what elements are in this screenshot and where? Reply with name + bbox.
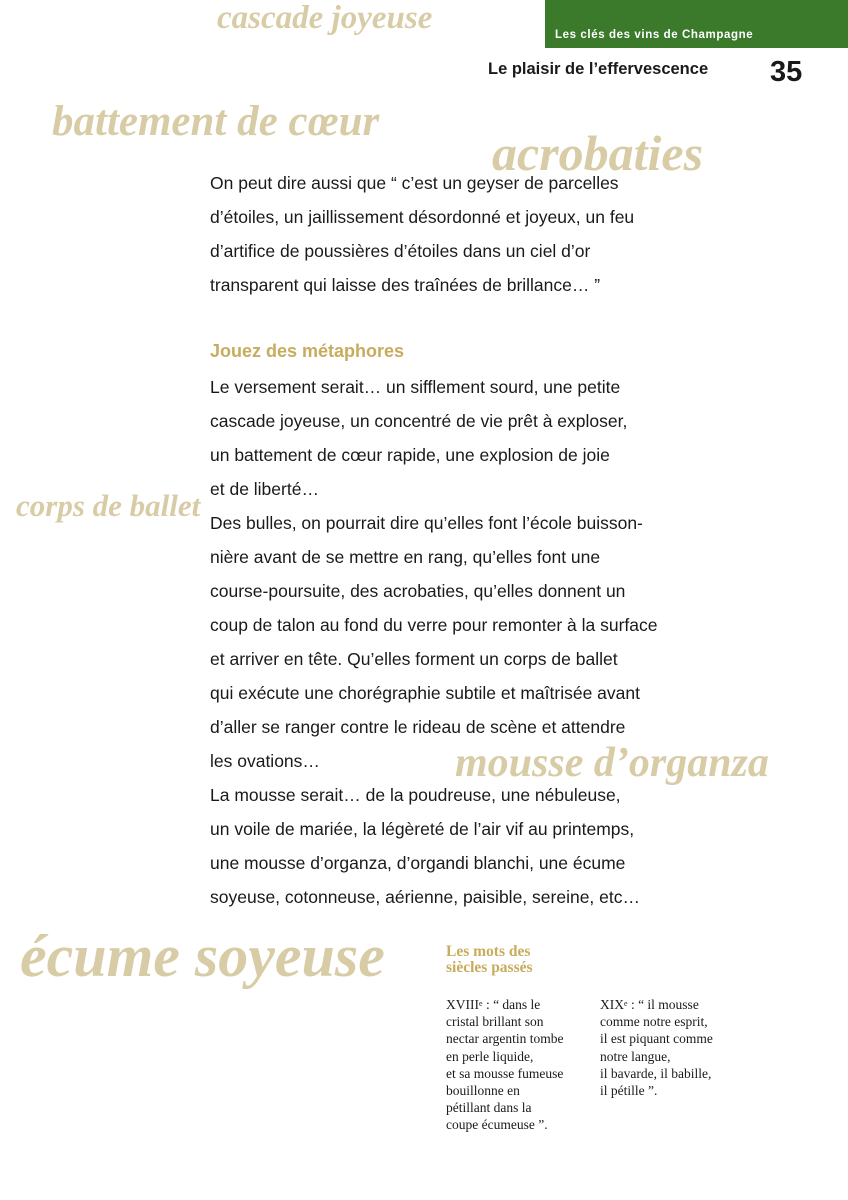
text-line: Le versement serait… un sifflement sourd, une petite [210,377,621,397]
decorative-word-battement: battement de cœur [52,98,380,145]
decorative-word-cascade: cascade joyeuse [217,0,433,36]
sidebar-heading-line: Les mots des [446,943,531,960]
century-suffix: e [624,999,628,1008]
sidebar-heading-line: siècles passés [446,959,533,976]
text-line: un battement de cœur rapide, une explosion de joie [210,445,610,465]
quote-line: pétillant dans la [446,1100,532,1116]
text-line: course-poursuite, des acrobaties, qu’elles donnent un [210,581,626,601]
century-suffix: e [479,999,483,1008]
quote-line: cristal brillant son [446,1014,544,1030]
quote-text: : “ il mousse [627,997,699,1012]
quote-line: il est piquant comme [600,1031,713,1047]
page-number: 35 [770,56,803,88]
quote-first-line [600,996,713,1013]
text-line: transparent qui laisse des traînées de brillance… ” [210,275,601,295]
text-line: et arriver en tête. Qu’elles forment un corps de ballet [210,649,618,669]
quote-line: nectar argentin tombe [446,1031,564,1047]
decorative-word-organza: mousse d’organza [455,740,769,786]
quote-19th-century [600,996,713,1099]
text-line: nière avant de se mettre en rang, qu’elles font une [210,547,601,567]
quote-line: et sa mousse fumeuse [446,1065,564,1081]
text-line: Des bulles, on pourrait dire qu’elles font l’école buisson- [210,513,643,533]
sidebar-heading [446,944,533,976]
text-line: d’artifice de poussières d’étoiles dans un ciel d’or [210,241,591,261]
decorative-word-ecume: écume soyeuse [20,923,385,989]
text-line: On peut dire aussi que “ c’est un geyser de parcelles [210,173,619,193]
text-line: un voile de mariée, la légèreté de l’air vif au printemps, [210,819,635,839]
quote-line: notre langue, [600,1048,671,1064]
quote-line: en perle liquide, [446,1048,534,1064]
chapter-title: Le plaisir de l’effervescence [488,60,709,78]
book-title: Les clés des vins de Champagne [555,29,754,41]
section-heading: Jouez des métaphores [210,341,405,361]
text-line: La mousse serait… de la poudreuse, une nébuleuse, [210,785,621,805]
quote-line: comme notre esprit, [600,1014,708,1030]
header-band [545,0,848,48]
quote-18th-century [446,996,563,1134]
text-line: cascade joyeuse, un concentré de vie prêt à exploser, [210,411,628,431]
text-line: les ovations… [210,751,320,771]
quote-text: : “ dans le [482,997,541,1012]
metaphors-paragraph [210,370,750,914]
quote-line: il pétille ”. [600,1083,658,1099]
text-line: soyeuse, cotonneuse, aérienne, paisible, sereine, etc… [210,887,640,907]
text-line: qui exécute une chorégraphie subtile et maîtrisée avant [210,683,640,703]
quote-line: coupe écumeuse ”. [446,1117,548,1133]
text-line: d’étoiles, un jaillissement désordonné et joyeux, un feu [210,207,635,227]
century-label: XVIII [446,997,479,1012]
text-line: une mousse d’organza, d’organdi blanchi, une écume [210,853,626,873]
text-line: coup de talon au fond du verre pour remonter à la surface [210,615,658,635]
century-label: XIX [600,997,624,1012]
quote-line: bouillonne en [446,1083,520,1099]
decorative-word-acrobaties: acrobaties [492,125,704,181]
text-line: et de liberté… [210,479,319,499]
decorative-word-ballet: corps de ballet [16,488,201,523]
text-line: d’aller se ranger contre le rideau de scène et attendre [210,717,626,737]
quote-first-line [446,996,563,1013]
quote-line: il bavarde, il babille, [600,1065,712,1081]
intro-paragraph [210,166,750,302]
